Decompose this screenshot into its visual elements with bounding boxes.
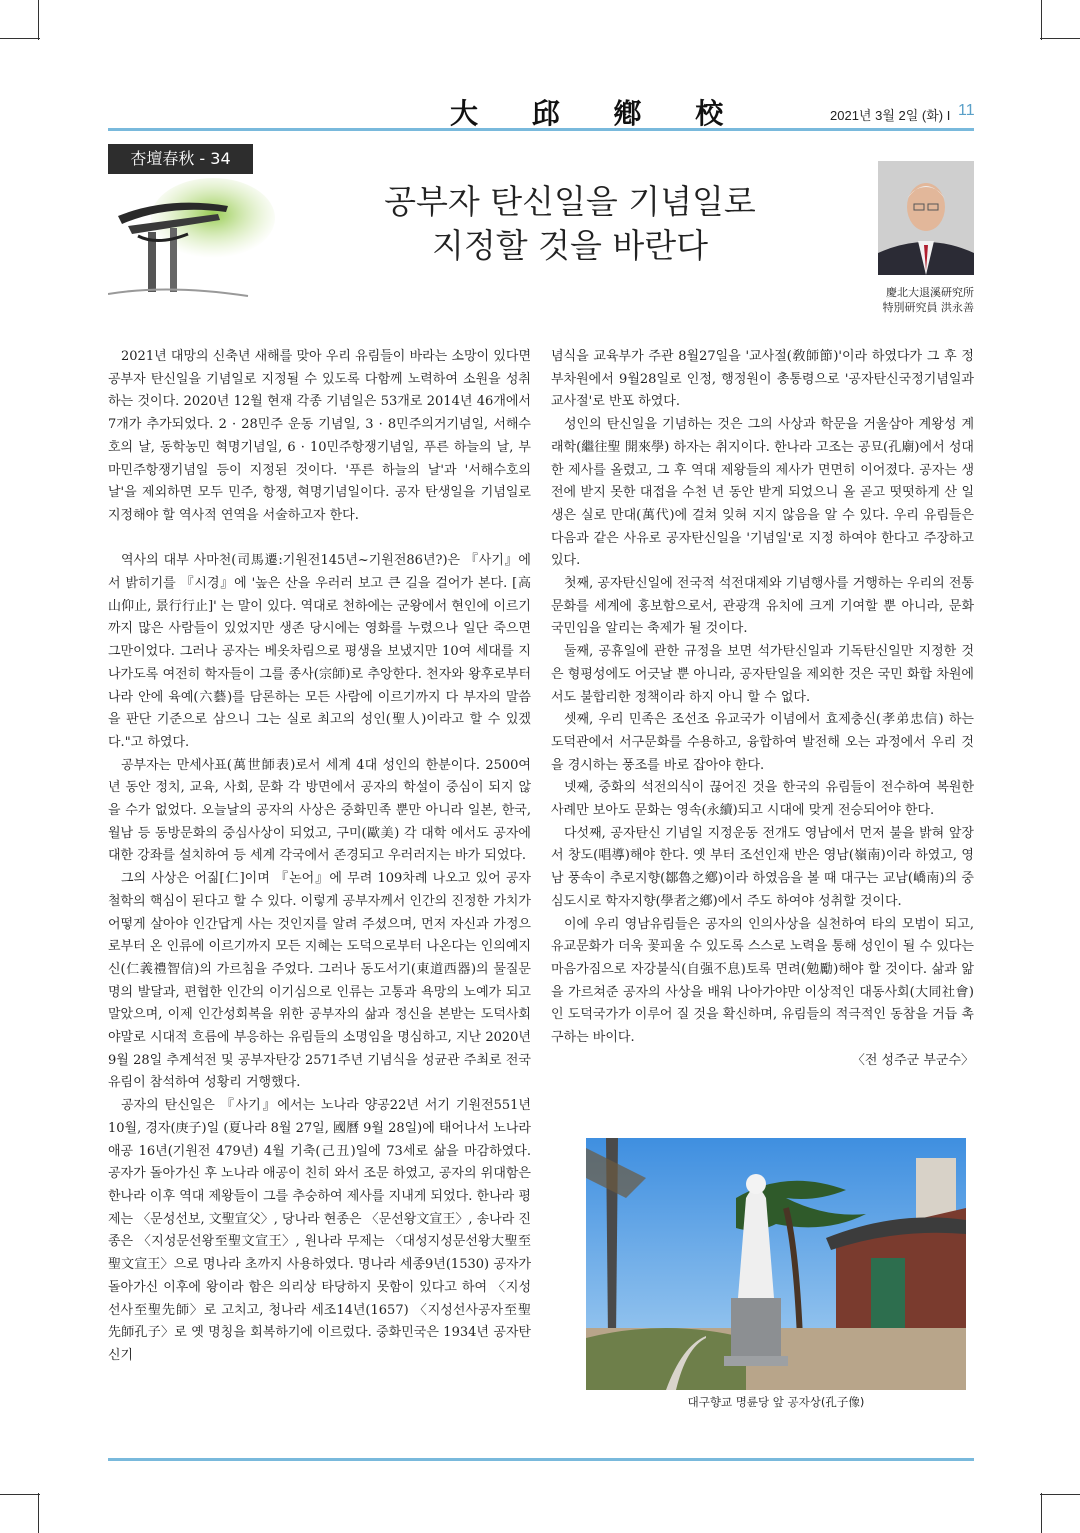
crop-mark bbox=[1040, 1494, 1080, 1495]
paragraph: 역사의 대부 사마천(司馬遷:기원전145년~기원전86년?)은 『사기』에서 밝히기를 『시경』에 '높은 산을 우러러 보고 큰 길을 걸어가 본다. [高山仰止, 景行行止]' 는 말이 있다. 역대로 천하에는 군왕에서 현인에 이르기까지 많은 사람들이 있었지만 생존 당시에는 영화를 누렸으나 일단 죽으면 그만이었다. 그러나 공자는 베옷차림으로 평생을 보냈지만 10여 세대를 지나가도록 여전히 학자들이 그를 종사(宗師)로 추앙한다. 천자와 왕후로부터 나라 안에 육예(六藝)를 담론하는 모든 사람에 이르기까지 다 부자의 말씀을 판단 기준으로 삼으니 그는 실로 최고의 성인(聖人)이라고 할 수 있겠다."고 하였다. bbox=[108, 553, 531, 750]
paragraph: 셋째, 우리 민족은 조선조 유교국가 이념에서 효제충신(孝弟忠信) 하는 도덕관에서 서구문화를 수용하고, 융합하여 발전해 오는 과정에서 우리 것을 경시하는 풍조를 바로 잡아야 한다. bbox=[551, 712, 974, 773]
newspaper-logo: 大 邱 鄕 校 bbox=[450, 97, 746, 130]
paragraph: 다섯째, 공자탄신 기념일 지정운동 전개도 영남에서 먼저 불을 밝혀 앞장서 창도(唱導)해야 한다. 옛 부터 조선인재 반은 영남(嶺南)이라 하였고, 영남 풍속이 추로지향(鄒魯之鄕)이라 하였음을 볼 때 대구는 교남(嶠南)의 중심도시로 학자지향(學者之鄕)에서 주도 하여야 성취할 것이다. bbox=[551, 825, 974, 909]
article-title bbox=[300, 180, 840, 268]
paragraph: 2021년 대망의 신축년 새해를 맞아 우리 유림들이 바라는 소망이 있다면 공부자 탄신일을 기념일로 지정될 수 있도록 다함께 노력하여 소원을 성취하는 것이다. 2020년 12월 현재 각종 기념일은 53개로 2014년 46개에서 7개가 추가되었다. 2 · 28민주 운동 기념일, 3 · 8민주의거기념일, 서해수호의 날, 동학농민 혁명기념일, 6 · 10민주항쟁기념일, 푸른 하늘의 날, 부마민주항쟁기념일 등이 지정된 것이다. '푸른 하늘의 날'과 '서해수호의 날'을 제외하면 모두 민주, 항쟁, 혁명기념일이다. 공자 탄생일을 기념일로 지정해야 할 역사적 연역을 서술하고자 한다. bbox=[108, 349, 531, 523]
article-column-left bbox=[108, 346, 531, 1368]
crop-mark bbox=[0, 1494, 40, 1495]
masthead bbox=[0, 88, 1080, 128]
crop-mark bbox=[1040, 38, 1080, 39]
paragraph: 첫째, 공자탄신일에 전국적 석전대제와 기념행사를 거행하는 우리의 전통문화를 세계에 홍보함으로서, 관광객 유치에 크게 기여할 뿐 아니라, 문화 국민임을 알리는 축제가 될 것이다. bbox=[551, 576, 974, 637]
footer-rule bbox=[108, 1458, 974, 1461]
crop-mark bbox=[38, 1493, 39, 1533]
column-badge: 杏壇春秋 - 34 bbox=[108, 144, 253, 174]
crop-mark bbox=[1041, 0, 1042, 40]
crop-mark bbox=[0, 38, 40, 39]
paragraph: 성인의 탄신일을 기념하는 것은 그의 사상과 학문을 거울삼아 계왕성 계래학(繼往聖 開來學) 하자는 취지이다. 한나라 고조는 공묘(孔廟)에서 성대한 제사를 올렸고, 그 후 역대 제왕들의 제사가 면면히 이어졌다. 공자는 생전에 받지 못한 대접을 수천 년 동안 받게 되었으니 올 곧고 떳떳하게 산 일생은 실로 만대(萬代)에 걸쳐 잊혀 지지 않음을 알 수 있다. 우리 유림들은 다음과 같은 사유로 공자탄신일을 '기념일'로 지정 하여야 한다고 주장하고 있다. bbox=[551, 417, 974, 569]
paragraph: 공부자는 만세사표(萬世師表)로서 세계 4대 성인의 한분이다. 2500여 년 동안 정치, 교육, 사회, 문화 각 방면에서 공자의 학설이 중심이 되지 않을 수가 없었다. 오늘날의 공자의 사상은 중화민족 뿐만 아니라 일본, 한국, 월남 등 동방문화의 중심사상이 되었고, 구미(歐美) 각 대학 에서도 공자에 대한 강좌를 설치하여 등 세계 각국에서 존경되고 우러러지는 바가 되었다. bbox=[108, 757, 531, 864]
author-affiliation: 慶北大退溪研究所 bbox=[886, 286, 974, 299]
paragraph: 넷째, 중화의 석전의식이 끊어진 것을 한국의 유림들이 전수하여 복원한 사례만 보아도 문화는 영속(永續)되고 시대에 맞게 전승되어야 한다. bbox=[551, 780, 974, 819]
paragraph: 공자의 탄신일은 『사기』에서는 노나라 양공22년 서기 기원전551년 10월, 경자(庚子)일 (夏나라 8월 27일, 國曆 9월 28일)에 태어나서 노나라 애공 16년(기원전 479년) 4월 기축(己丑)일에 73세로 삶을 마감하였다. 공자가 돌아가신 후 노나라 애공이 친히 와서 조문 하였고, 공자의 위대함은 한나라 이후 역대 제왕들이 그를 추숭하여 제사를 지내게 되었다. 한나라 평제는 〈문성선보, 文聖宣父〉, 당나라 현종은 〈문선왕文宣王〉, 송나라 진종은 〈지성문선왕至聖文宣王〉, 원나라 무제는 〈대성지성문선왕大聖至聖文宣王〉으로 명나라 초까지 사용하였다. 명나라 세종9년(1530) 공자가 돌아가신 이후에 왕이라 함은 의리상 타당하지 못함이 있다고 하여 〈지성선사至聖先師〉로 고치고, 청나라 세조14년(1657) 〈지성선사공자至聖先師孔子〉로 옛 명칭을 회복하기에 이르렀다. 중화민국은 1934년 공자탄신기 bbox=[108, 1098, 531, 1363]
page-number: 11 bbox=[958, 102, 975, 119]
author-portrait bbox=[878, 161, 974, 275]
paragraph: 둘째, 공휴일에 관한 규정을 보면 석가탄신일과 기독탄신일만 지정한 것은 형평성에도 어긋날 뿐 아니라, 공자탄일을 제외한 것은 국민 화합 차원에서도 불합리한 정책이라 하지 아니 할 수 없다. bbox=[551, 644, 974, 705]
header-rule bbox=[108, 128, 974, 131]
paragraph: 그의 사상은 어짊[仁]이며 『논어』에 무려 109차례 나오고 있어 공자 철학의 핵심이 된다고 할 수 있다. 이렇게 공부자께서 인간의 진정한 가치가 어떻게 살아야 인간답게 사는 것인지를 알려 주셨으며, 먼저 자신과 가정으로부터 온 인류에 이르기까지 모든 지혜는 도덕으로부터 나온다는 인의예지신(仁義禮智信)의 가르침을 주었다. 그러나 동도서기(東道西器)의 물질문명의 발달과, 편협한 인간의 이기심으로 인류는 고통과 욕망의 노예가 되고 말았으며, 이제 인간성회복을 위한 공부자의 삶과 정신을 본받는 도덕사회야말로 시대적 흐름에 부응하는 유림들의 소명임을 명심하고, 지난 2020년 9월 28일 추계석전 및 공부자탄강 2571주년 기념식을 성균관 주최로 전국유림이 참석하여 성황리 거행했다. bbox=[108, 871, 531, 1091]
crop-mark bbox=[38, 0, 39, 40]
author-name: 特別研究員 洪永善 bbox=[882, 301, 974, 314]
title-line: 지정할 것을 바란다 bbox=[431, 226, 708, 265]
article-column-right bbox=[551, 346, 974, 1073]
author-credit bbox=[820, 285, 974, 315]
paragraph: 이에 우리 영남유림들은 공자의 인의사상을 실천하여 타의 모범이 되고, 유교문화가 더욱 꽃피울 수 있도록 스스로 노력을 통해 성인이 될 수 있다는 마음가짐으로 자강불식(自强不息)토록 면려(勉勵)해야 할 것이다. 삶과 앎을 가르쳐준 공자의 사상을 배워 나아가야만 이상적인 대동사회(大同社會)인 도덕국가가 이루어 질 것을 확신하며, 유림들의 적극적인 동참을 거듭 촉구하는 바이다. bbox=[551, 916, 974, 1046]
issue-date: 2021년 3월 2일 (화) I bbox=[830, 108, 951, 123]
photo-caption: 대구향교 명륜당 앞 공자상(孔子像) bbox=[687, 1395, 865, 1409]
roof-painting-illustration bbox=[108, 176, 278, 304]
title-line: 공부자 탄신일을 기념일로 bbox=[384, 182, 756, 221]
confucius-statue-photo bbox=[586, 1138, 966, 1390]
author-signature: 〈전 성주군 부군수〉 bbox=[851, 1052, 974, 1068]
paragraph: 념식을 교육부가 주관 8월27일을 '교사절(敎師節)'이라 하였다가 그 후 정부차원에서 9월28일로 인정, 행정원이 총통령으로 '공자탄신국정기념일과 교사절'로 반포 하였다. bbox=[551, 349, 974, 410]
crop-mark bbox=[1041, 1493, 1042, 1533]
